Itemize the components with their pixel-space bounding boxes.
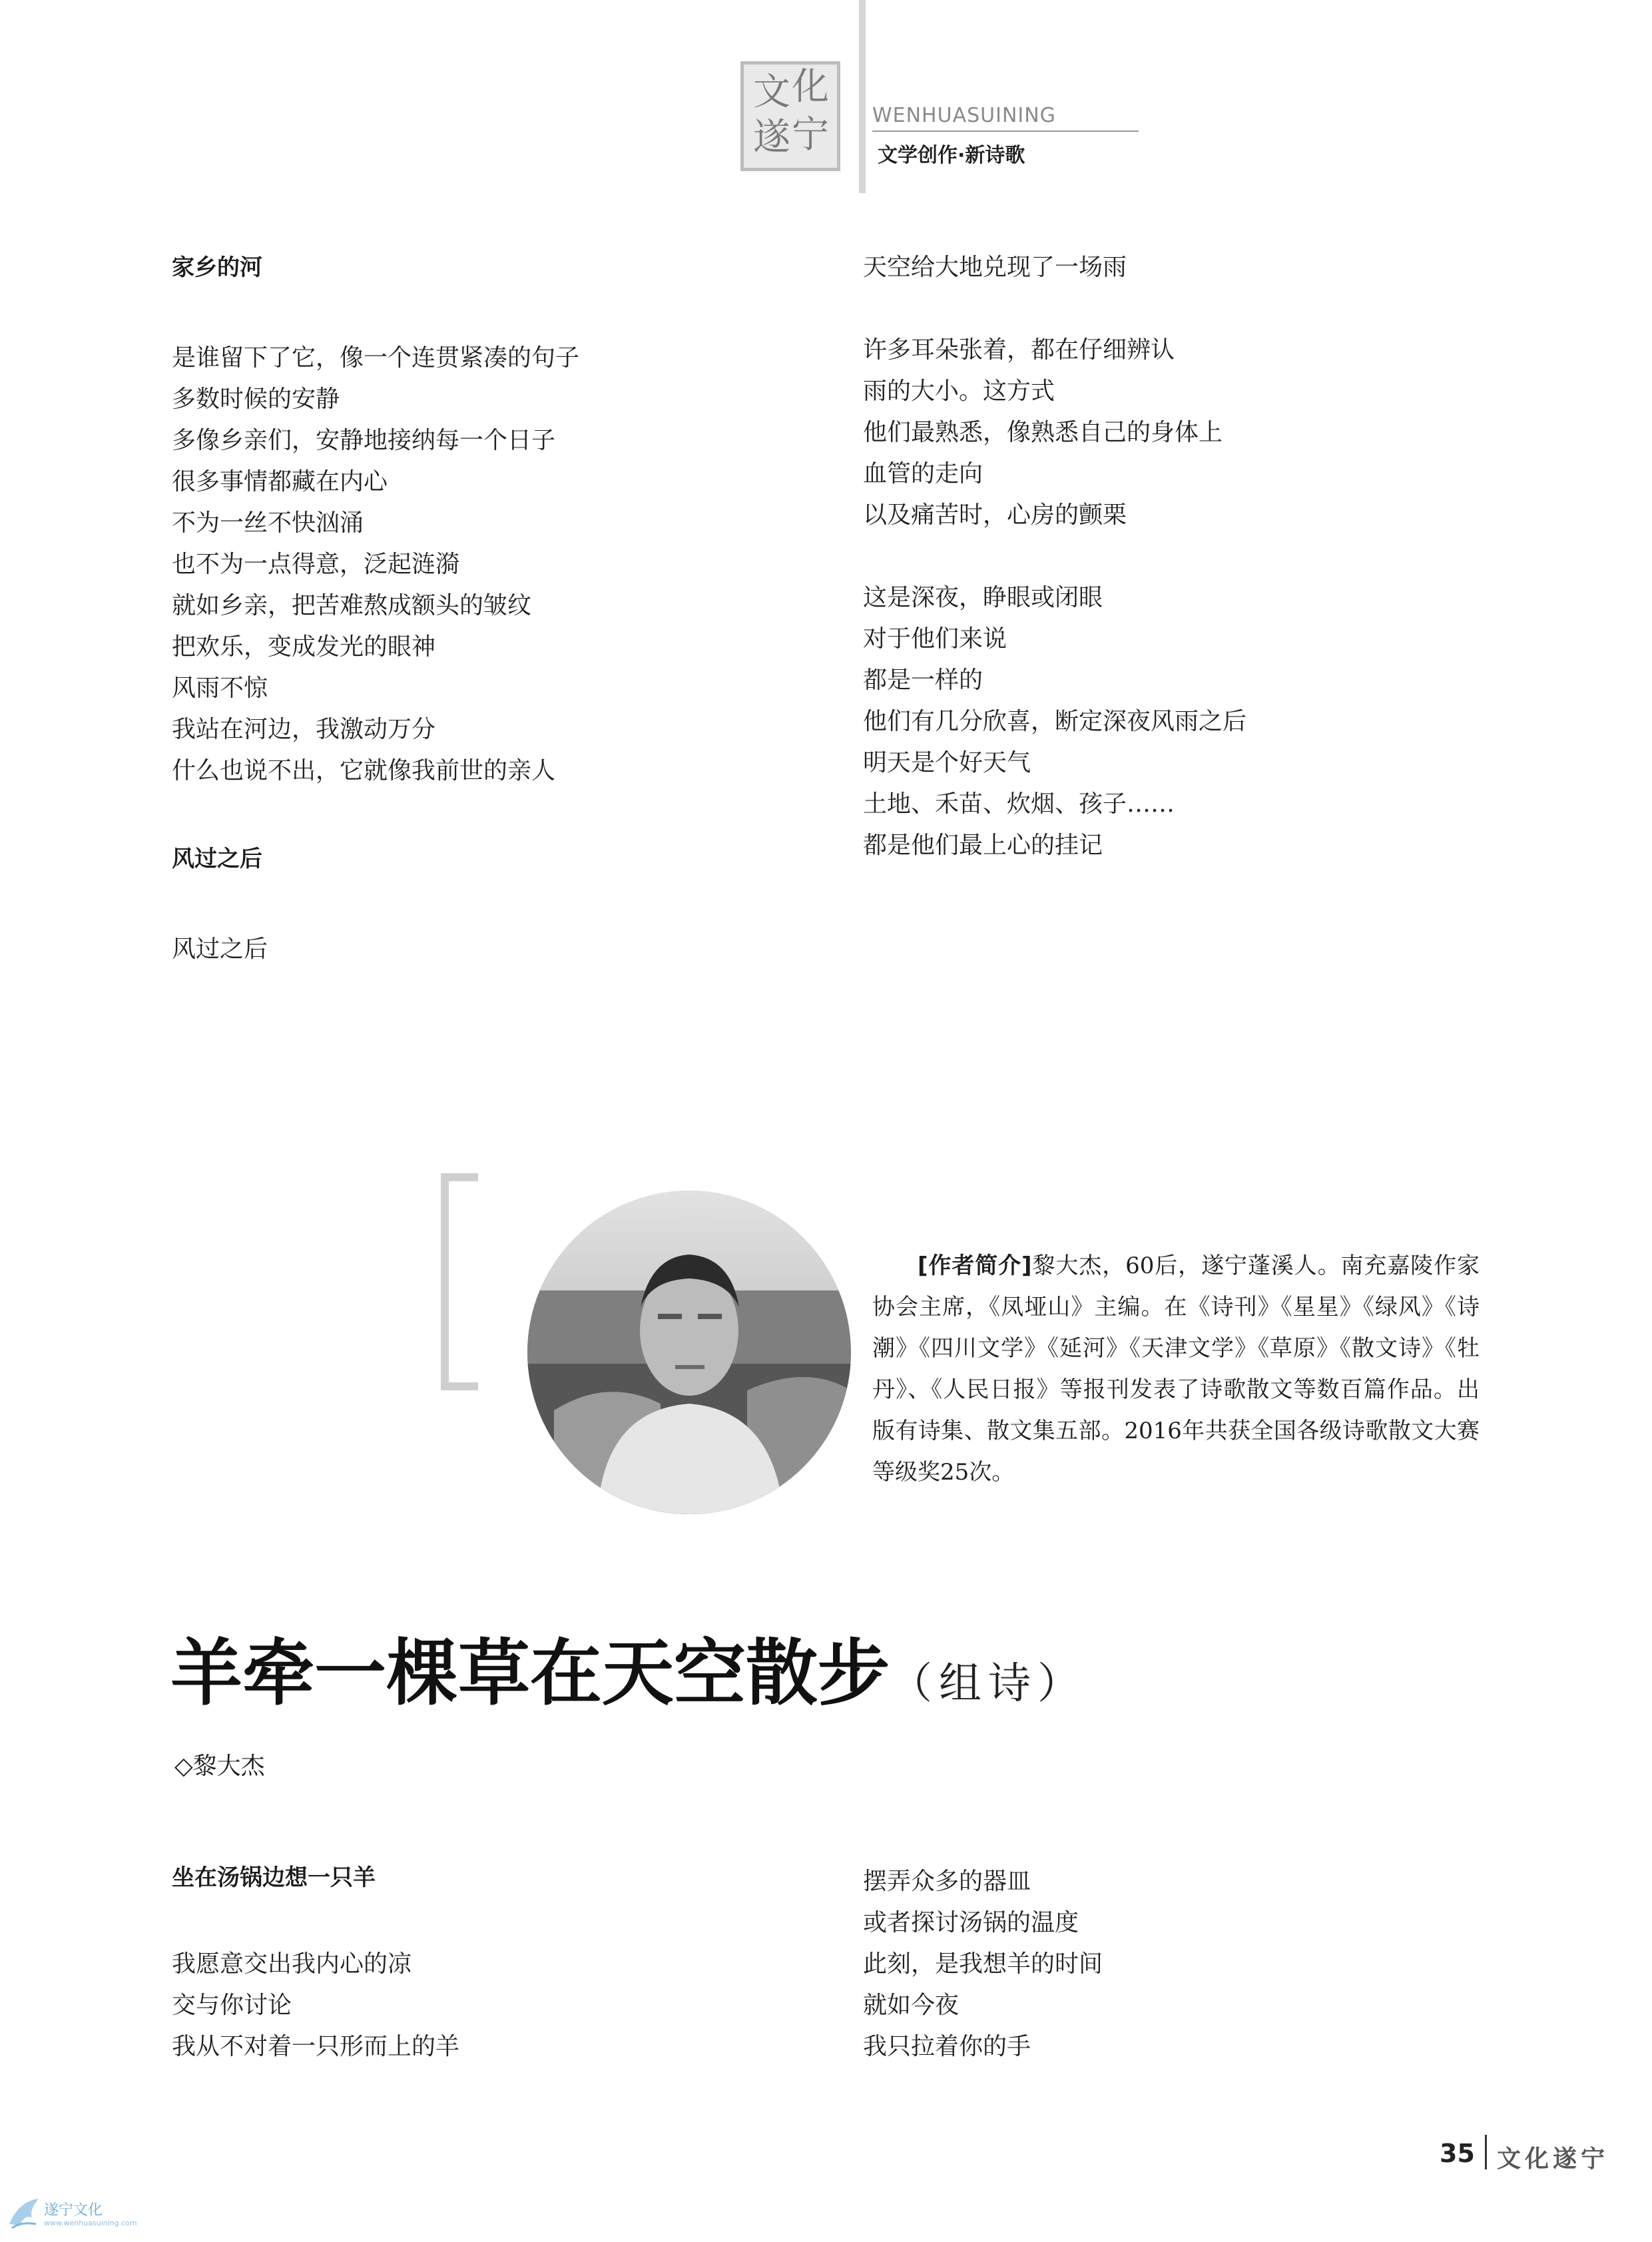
- poem-line: 就如乡亲，把苦难熬成额头的皱纹: [172, 592, 532, 619]
- article-title: [170, 1630, 1087, 1727]
- brand-name: WENHUASUINING: [872, 104, 1056, 127]
- watermark-url: www.wenhuasuining.com: [44, 2219, 137, 2227]
- author-bio: [872, 1245, 1480, 1493]
- logo-char: 宁: [792, 113, 829, 156]
- logo-char: 化: [792, 65, 829, 109]
- poem-line: 他们最熟悉，像熟悉自己的身体上: [863, 419, 1223, 446]
- logo-char: 文: [753, 71, 790, 114]
- footer-brand: 文化遂宁: [1497, 2145, 1609, 2173]
- decorative-bracket: [441, 1173, 478, 1390]
- header-divider: [859, 0, 866, 193]
- poem-line: 此刻，是我想羊的时间: [863, 1950, 1103, 1978]
- poem-line: 也不为一点得意，泛起涟漪: [172, 551, 460, 578]
- title-suffix: （组诗）: [890, 1659, 1087, 1709]
- poem-line: 多像乡亲们，安静地接纳每一个日子: [172, 427, 556, 454]
- poem-line: 或者探讨汤锅的温度: [863, 1909, 1079, 1936]
- poem-line: 就如今夜: [863, 1992, 960, 2019]
- author-photo: [527, 1191, 851, 1514]
- watermark-text: 遂宁文化: [44, 2202, 103, 2219]
- poem-line: 我只拉着你的手: [863, 2033, 1031, 2060]
- poem-line: 我站在河边，我激动万分: [172, 716, 436, 743]
- bio-text: 黎大杰，60后，遂宁蓬溪人。南充嘉陵作家协会主席，《凤垭山》主编。在《诗刊》《星星》《绿风》《诗潮》《四川文学》《延河》《天津文学》《草原》《散文诗》《牡丹》、《人民日报》等报刊发表了诗歌散文等数百篇作品。出版有诗集、散文集五部。2016年共获全国各级诗歌散文大赛等级奖25次。: [872, 1253, 1480, 1486]
- poem-line: 把欢乐，变成发光的眼神: [172, 633, 436, 661]
- poem-line: 血管的走向: [863, 460, 983, 487]
- author-byline: ◇黎大杰: [174, 1753, 265, 1780]
- poem-line: 摆弄众多的器皿: [863, 1868, 1031, 1895]
- poem-title: 坐在汤锅边想一只羊: [172, 1864, 376, 1891]
- footer-divider: [1485, 2135, 1487, 2169]
- poem-line: 这是深夜，睁眼或闭眼: [863, 584, 1103, 611]
- poem-line: 风过之后: [172, 936, 268, 963]
- poem-line: 他们有几分欣喜，断定深夜风雨之后: [863, 708, 1247, 735]
- poem-line: 是谁留下了它，像一个连贯紧凑的句子: [172, 344, 580, 372]
- page-number: 35: [1440, 2139, 1475, 2168]
- bird-icon: [5, 2195, 43, 2235]
- poem-line: 雨的大小。这方式: [863, 378, 1055, 405]
- poem-line: 对于他们来说: [863, 625, 1007, 653]
- poem-line: 都是一样的: [863, 667, 983, 694]
- poem-line: 明天是个好天气: [863, 749, 1031, 776]
- poem-line: 我愿意交出我内心的凉: [172, 1950, 412, 1978]
- poem-line: 以及痛苦时，心房的颤栗: [863, 501, 1127, 529]
- poem-line: 很多事情都藏在内心: [172, 468, 388, 495]
- poem-line: 多数时候的安静: [172, 386, 340, 413]
- title-text: 羊牵一棵草在天空散步: [170, 1631, 890, 1715]
- poem-line: 我从不对着一只形而上的羊: [172, 2033, 460, 2060]
- poem-line: 土地、禾苗、炊烟、孩子……: [863, 790, 1175, 818]
- watermark: [5, 2195, 145, 2239]
- poem-title: 家乡的河: [172, 254, 262, 281]
- logo-char: 遂: [753, 116, 790, 159]
- brand-rule: [872, 131, 1139, 132]
- bio-tag: [作者简介]: [918, 1253, 1032, 1279]
- magazine-logo: [740, 61, 840, 171]
- poem-line: 不为一丝不快汹涌: [172, 509, 364, 537]
- poem-line: 许多耳朵张着，都在仔细辨认: [863, 336, 1175, 364]
- poem-title: 风过之后: [172, 846, 262, 872]
- section-label: 文学创作·新诗歌: [878, 144, 1025, 167]
- poem-line: 天空给大地兑现了一场雨: [863, 254, 1127, 281]
- poem-line: 什么也说不出，它就像我前世的亲人: [172, 757, 556, 784]
- poem-line: 都是他们最上心的挂记: [863, 832, 1103, 859]
- poem-line: 交与你讨论: [172, 1992, 292, 2019]
- poem-line: 风雨不惊: [172, 675, 268, 702]
